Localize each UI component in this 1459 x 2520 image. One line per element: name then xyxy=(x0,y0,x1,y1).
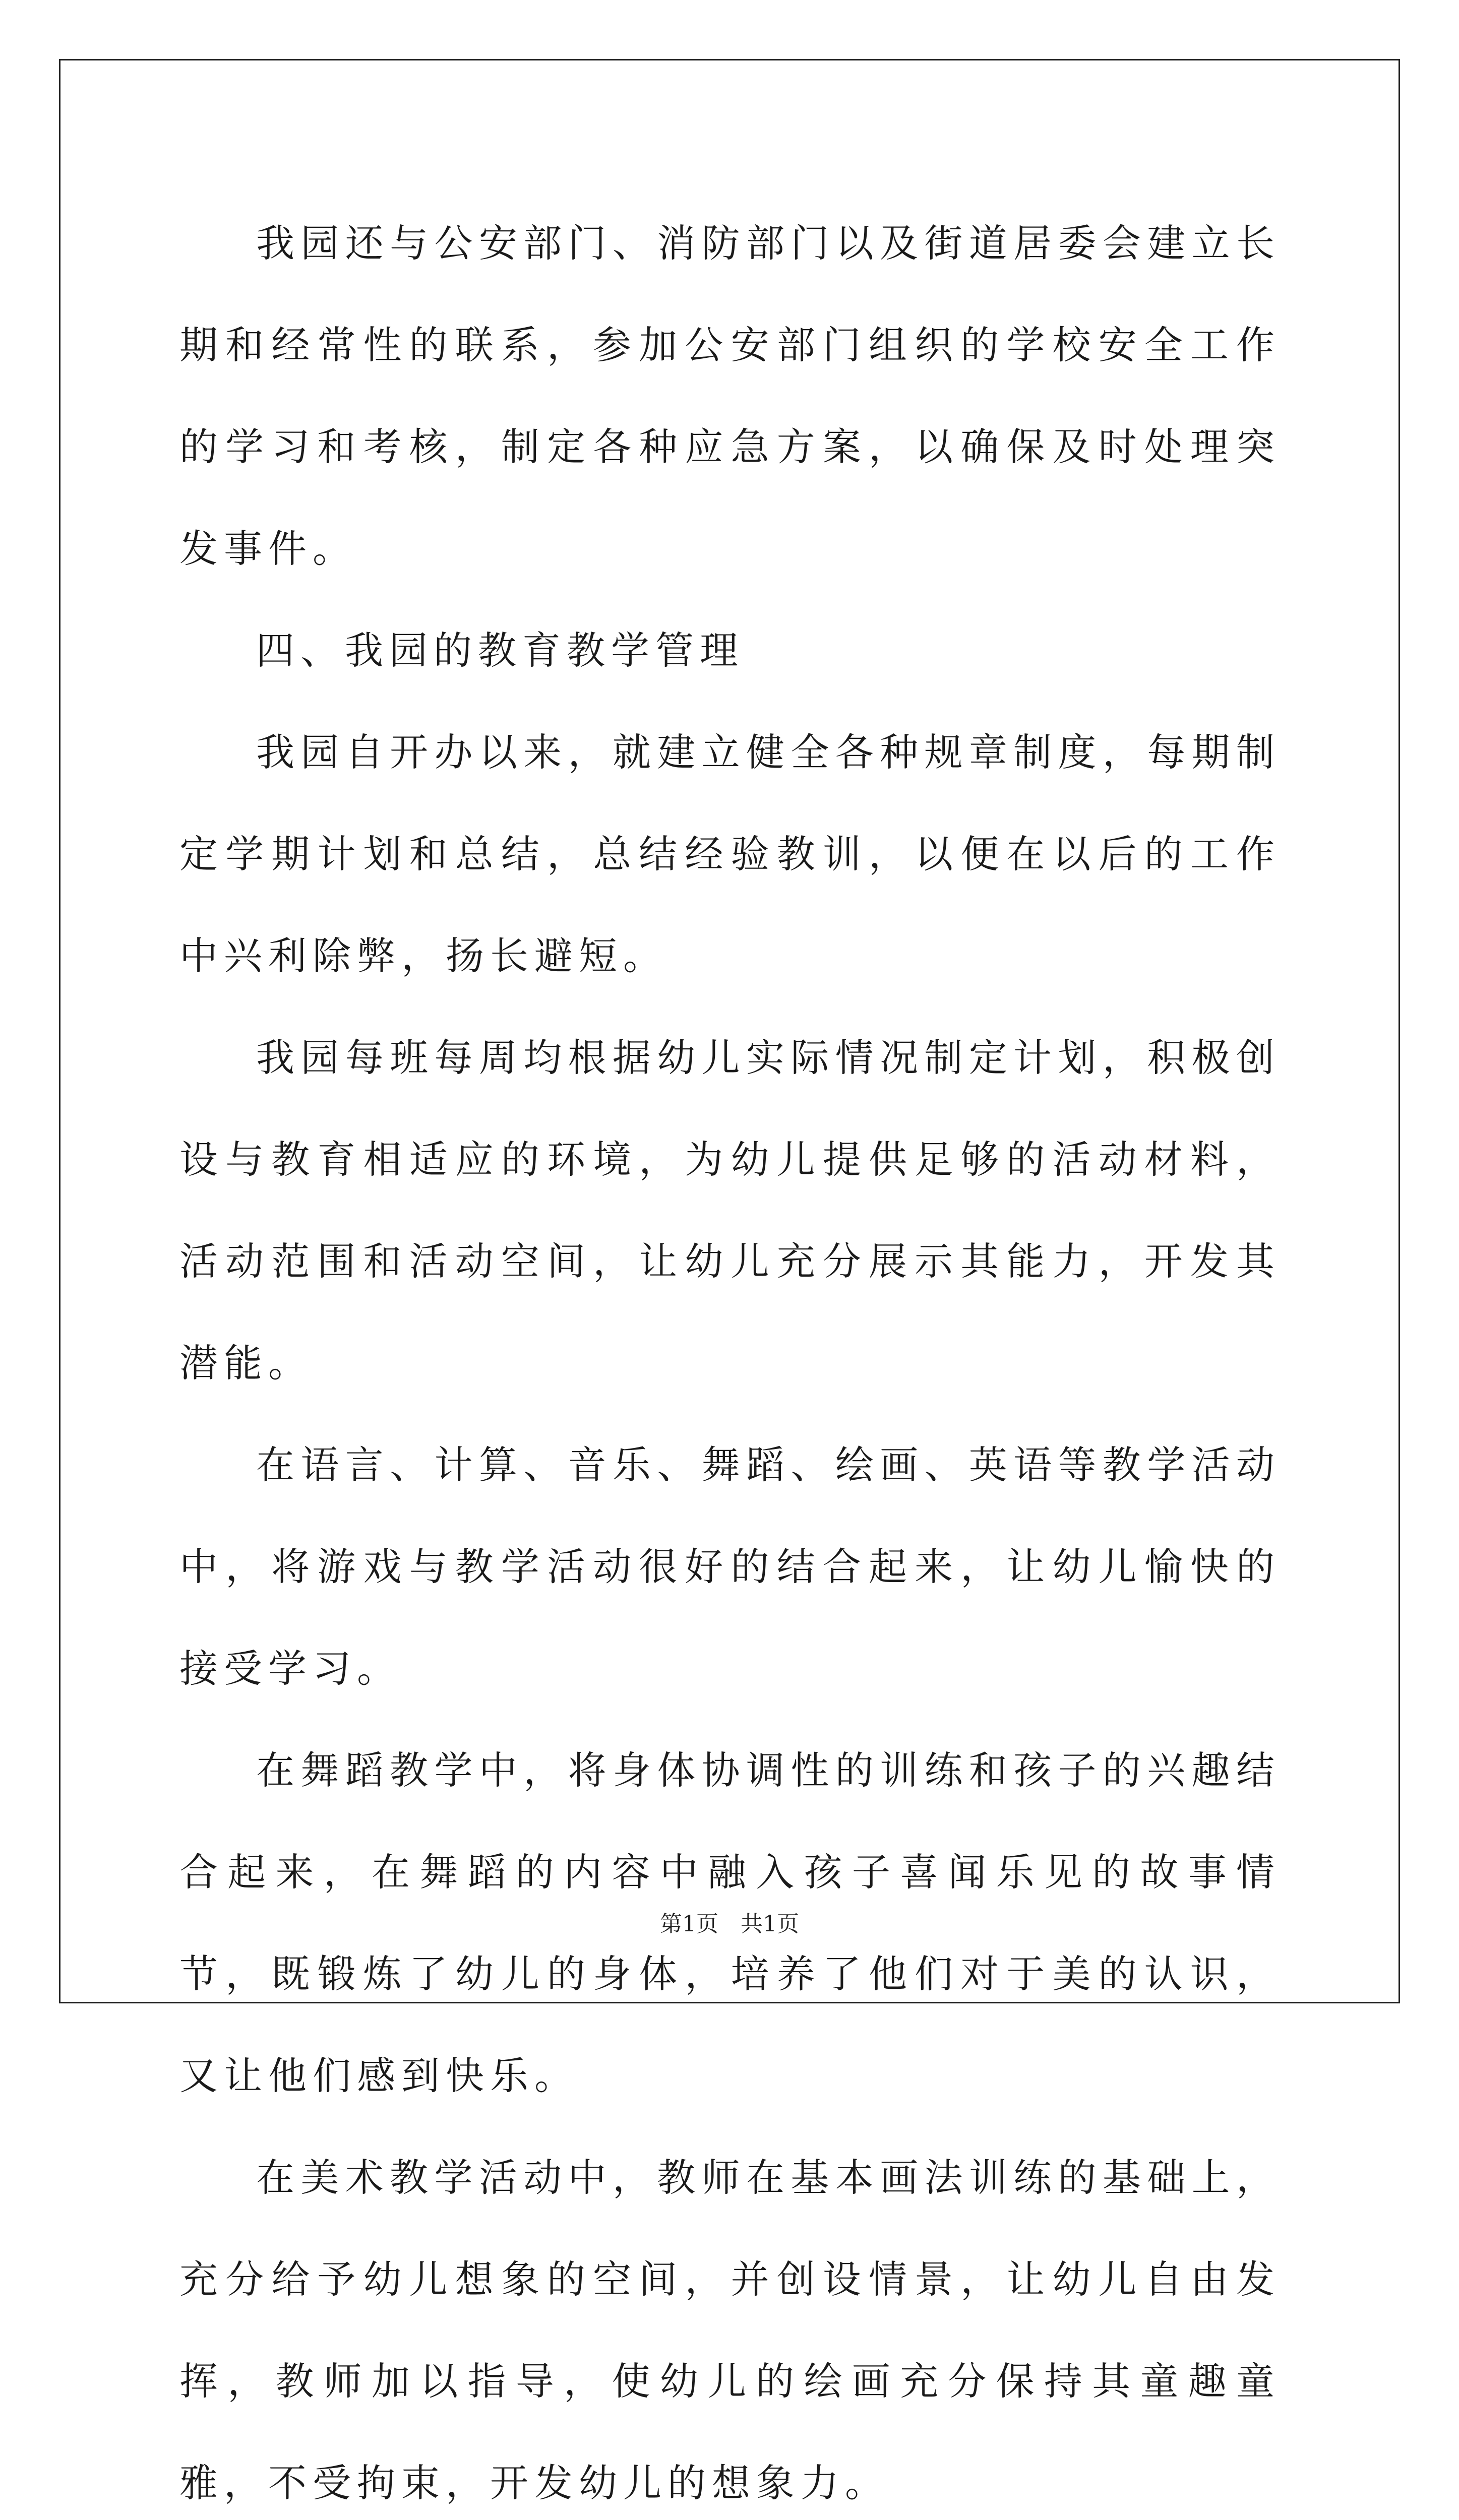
paragraph: 在语言、计算、音乐、舞蹈、绘画、英语等教学活动中，将游戏与教学活动很好的结合起来，让幼儿愉快的接受学习。 xyxy=(179,1442,1281,1691)
section-heading: 四、我园的教育教学管理 xyxy=(256,628,744,673)
paragraph: 我园还与公安部门、消防部门以及街道居委会建立长期和经常性的联系，参加公安部门组织的学校安全工作的学习和考核，制定各种应急方案，以确保及时处理突发事件。 xyxy=(179,221,1281,571)
page-number-footer: 第1页 共1页 xyxy=(660,1911,799,1937)
paragraph: 我园每班每周均根据幼儿实际情况制定计划，积极创设与教育相适应的环境，为幼儿提供足够的活动材料，活动范围和活动空间，让幼儿充分展示其能力，开发其潜能。 xyxy=(179,1035,1281,1385)
paragraph: 在美术教学活动中，教师在基本画法训练的基础上，充分给予幼儿想象的空间，并创设情景，让幼儿自由发挥，教师加以指导，使幼儿的绘画充分保持其童趣童雅，不受拘束，开发幼儿的想象力。 xyxy=(179,2155,1281,2505)
paragraph: 在舞蹈教学中，将身体协调性的训练和孩子的兴趣结合起来，在舞蹈的内容中融入孩子喜闻乐见的故事情节，既锻炼了幼儿的身体，培养了他们对于美的认识，又让他们感到快乐。 xyxy=(179,1748,1281,2098)
paragraph: 我园自开办以来，就建立健全各种规章制度，每期制定学期计划和总结，总结经验教训，以便在以后的工作中兴利除弊，扬长避短。 xyxy=(179,730,1281,978)
document-body xyxy=(179,193,1281,2520)
